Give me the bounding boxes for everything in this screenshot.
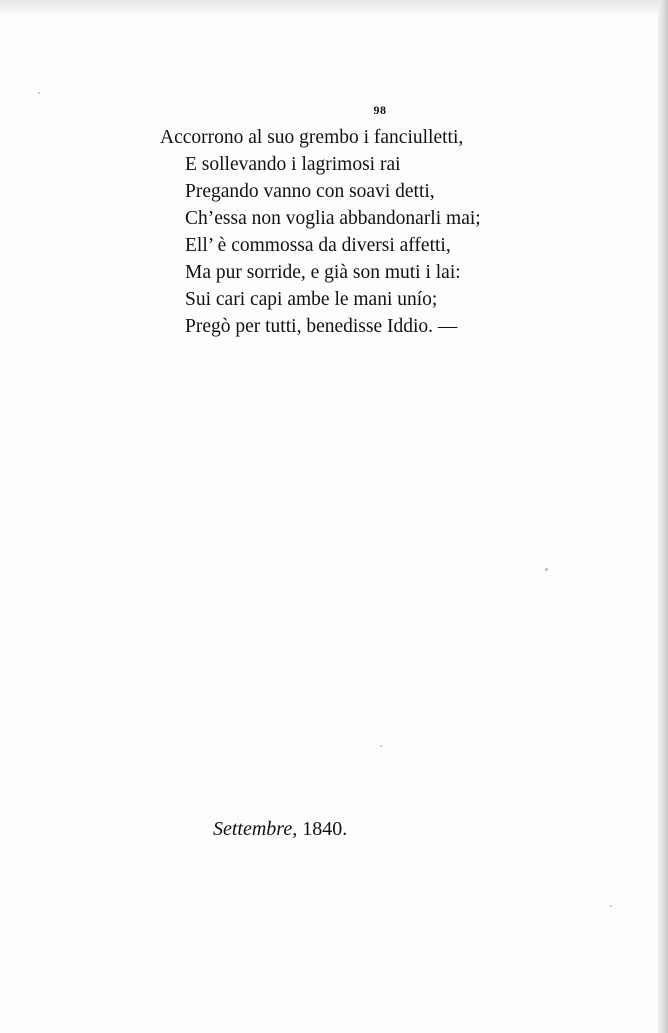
paper-speck bbox=[545, 568, 548, 571]
verse-line: Accorrono al suo grembo i fanciulletti, bbox=[160, 127, 464, 148]
paper-speck bbox=[38, 92, 40, 94]
verse-line: E sollevando i lagrimosi rai bbox=[185, 154, 401, 175]
paper-speck bbox=[380, 745, 382, 747]
verse-line: Pregando vanno con soavi detti, bbox=[185, 181, 435, 202]
dateline-month: Settembre, bbox=[213, 818, 298, 840]
verse-line: Ell’ è commossa da diversi affetti, bbox=[185, 235, 451, 256]
verse-line: Ma pur sorride, e già son muti i lai: bbox=[185, 262, 461, 283]
verse-line: Sui cari capi ambe le mani unío; bbox=[185, 289, 438, 310]
paper-speck bbox=[610, 905, 612, 907]
dateline-year: 1840. bbox=[302, 818, 348, 840]
verse-line: Ch’essa non voglia abbandonarli mai; bbox=[185, 208, 481, 229]
verse-line: Pregò per tutti, benedisse Iddio. — bbox=[185, 316, 458, 337]
dateline bbox=[213, 818, 347, 841]
page-right-edge bbox=[658, 0, 668, 1033]
page-number: 98 bbox=[373, 103, 387, 117]
page-top-shadow bbox=[0, 0, 668, 16]
